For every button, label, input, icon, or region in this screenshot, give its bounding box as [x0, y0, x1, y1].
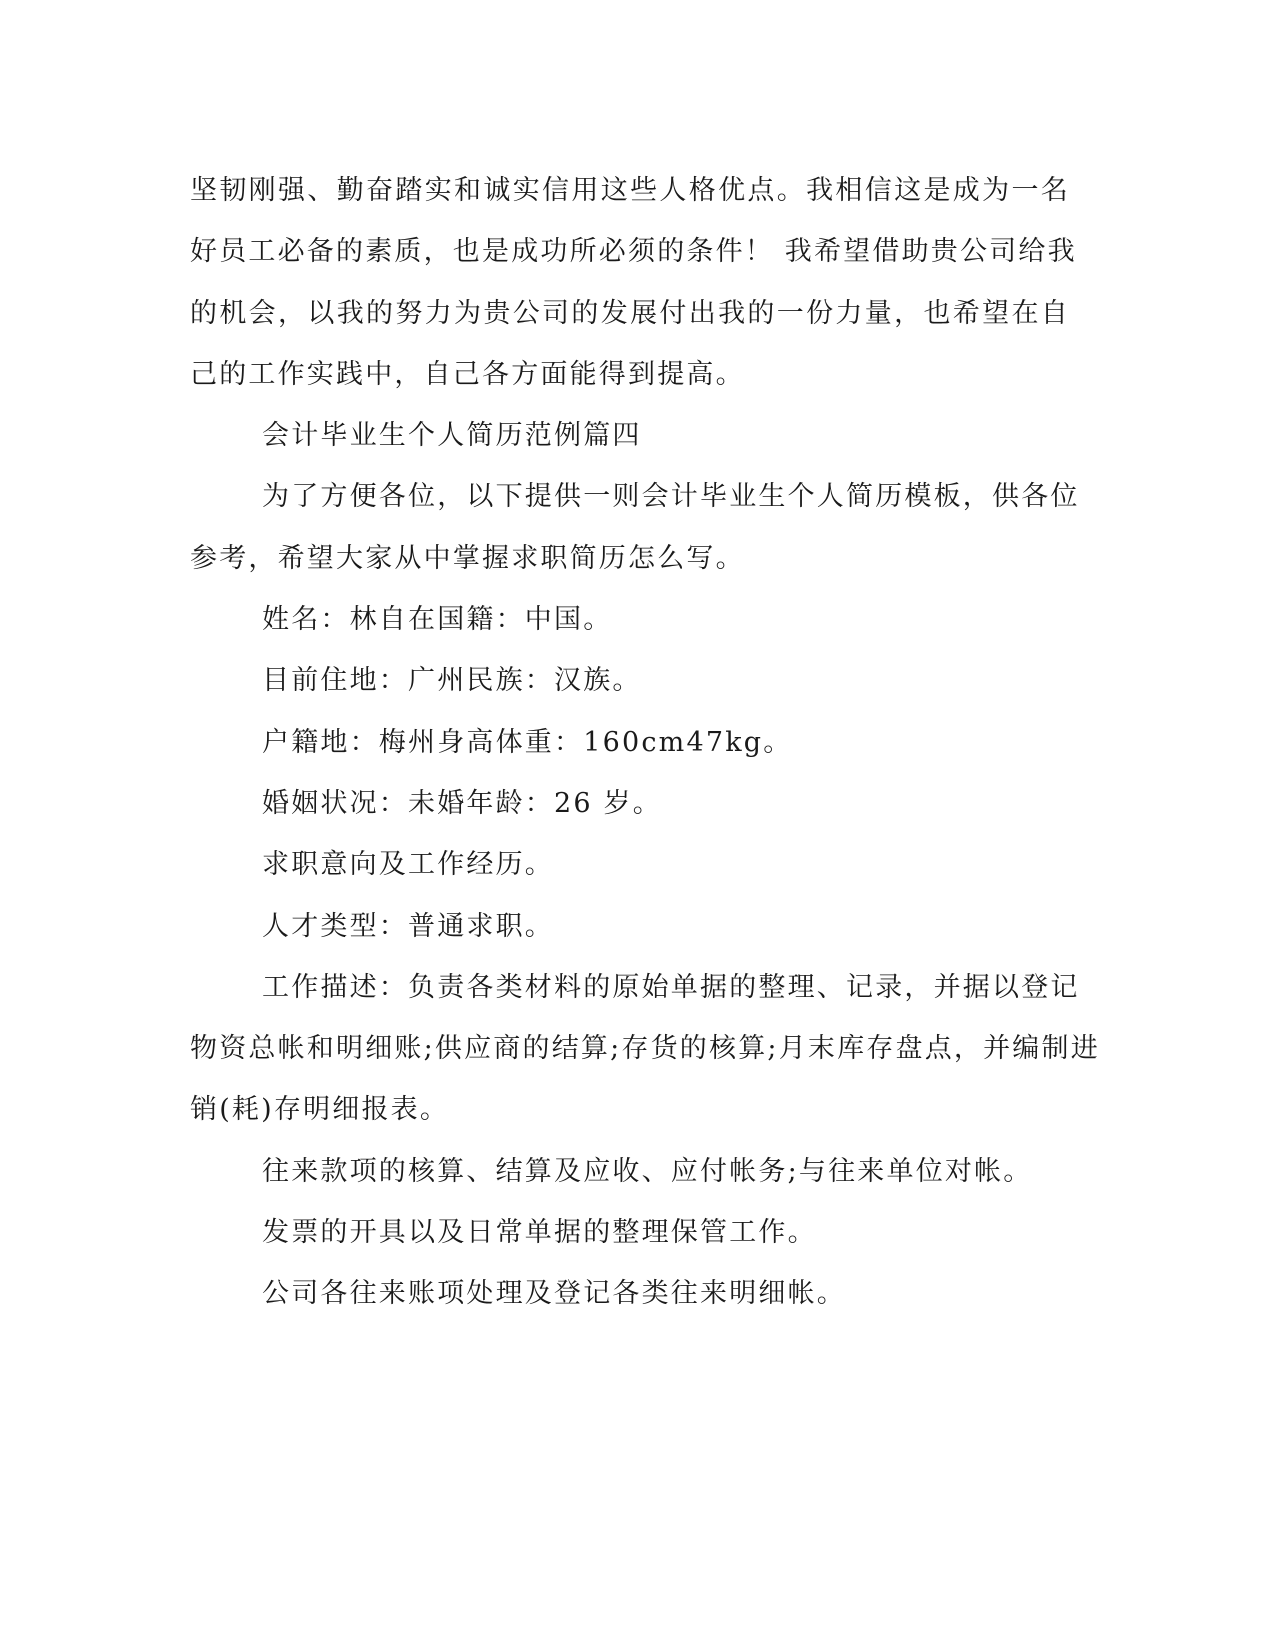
paragraph-line: 物资总帐和明细账;供应商的结算;存货的核算;月末库存盘点，并编制进 — [190, 1033, 1100, 1065]
paragraph-line: 公司各往来账项处理及登记各类往来明细帐。 — [262, 1278, 846, 1310]
paragraph-line: 己的工作实践中，自己各方面能得到提高。 — [190, 358, 745, 390]
resume-field-job-description: 工作描述：负责各类材料的原始单据的整理、记录，并据以登记 — [262, 971, 1080, 1003]
paragraph-line: 为了方便各位，以下提供一则会计毕业生个人简历模板，供各位 — [262, 481, 1080, 513]
resume-field-marital-age: 婚姻状况：未婚年龄：26 岁。 — [262, 787, 662, 819]
resume-field-residence-ethnicity: 目前住地：广州民族：汉族。 — [262, 665, 642, 697]
paragraph-line: 往来款项的核算、结算及应收、应付帐务;与往来单位对帐。 — [262, 1155, 1033, 1187]
paragraph-line: 参考，希望大家从中掌握求职简历怎么写。 — [190, 542, 745, 574]
paragraph-line: 发票的开具以及日常单据的整理保管工作。 — [262, 1217, 817, 1249]
section-heading: 会计毕业生个人简历范例篇四 — [262, 420, 642, 452]
paragraph-line: 坚韧刚强、勤奋踏实和诚实信用这些人格优点。我相信这是成为一名 — [190, 175, 1070, 206]
paragraph-line: 好员工必备的素质，也是成功所必须的条件！ 我希望借助贵公司给我 — [190, 236, 1077, 268]
paragraph-line: 销(耗)存明细报表。 — [190, 1094, 450, 1126]
resume-field-name-nationality: 姓名：林自在国籍：中国。 — [262, 604, 613, 636]
resume-section-intent: 求职意向及工作经历。 — [262, 849, 554, 881]
paragraph-line: 的机会，以我的努力为贵公司的发展付出我的一份力量，也希望在自 — [190, 297, 1070, 329]
document-body — [190, 160, 1100, 1325]
resume-field-hometown-height-weight: 户籍地：梅州身高体重：160cm47kg。 — [262, 726, 793, 758]
resume-field-talent-type: 人才类型：普通求职。 — [262, 910, 554, 942]
